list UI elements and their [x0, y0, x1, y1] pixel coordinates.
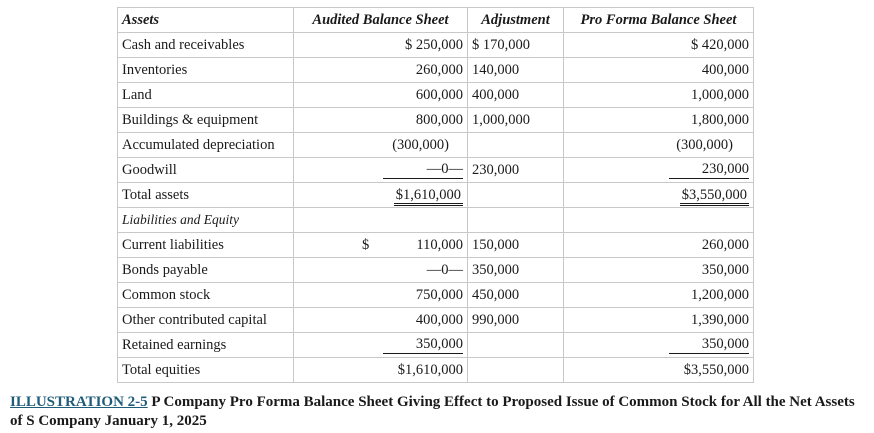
proforma-value: $3,550,000: [564, 358, 754, 383]
row-label: Cash and receivables: [118, 33, 294, 58]
table-row: [118, 308, 754, 333]
table-row: [118, 283, 754, 308]
header-assets: Assets: [118, 8, 294, 33]
audited-value: (300,000): [294, 133, 468, 158]
dollar-sign: $: [362, 236, 370, 253]
proforma-value: [564, 183, 754, 208]
row-label: Total equities: [118, 358, 294, 383]
pro-forma-balance-sheet-table: [117, 7, 754, 383]
audited-zero: —0—: [383, 161, 463, 179]
caption-text: P Company Pro Forma Balance Sheet Giving Effect to Proposed Issue of Common Stock for All the Net Assets of S Company January 1, 2025: [10, 394, 855, 429]
header-row: [118, 8, 754, 33]
row-label: Other contributed capital: [118, 308, 294, 333]
adjustment-value: [468, 358, 564, 383]
adjustment-value: 990,000: [468, 308, 564, 333]
audited-total: $1,610,000: [394, 187, 463, 206]
adjustment-value: 350,000: [468, 258, 564, 283]
proforma-underlined: 230,000: [669, 161, 749, 179]
header-proforma: Pro Forma Balance Sheet: [564, 8, 754, 33]
audited-amount: 110,000: [416, 236, 463, 253]
illustration-label[interactable]: ILLUSTRATION 2-5: [10, 394, 148, 410]
adjustment-value: 140,000: [468, 58, 564, 83]
row-label: Goodwill: [118, 158, 294, 183]
adjustment-value: [468, 183, 564, 208]
table-row: [118, 33, 754, 58]
proforma-value: [564, 333, 754, 358]
row-label: Inventories: [118, 58, 294, 83]
adjustment-value: [468, 333, 564, 358]
audited-value: 600,000: [294, 83, 468, 108]
row-label: Accumulated depreciation: [118, 133, 294, 158]
adjustment-value: 400,000: [468, 83, 564, 108]
adjustment-value: [468, 133, 564, 158]
table-row: [118, 58, 754, 83]
section-row: [118, 208, 754, 233]
empty-cell: [564, 208, 754, 233]
audited-value: [294, 158, 468, 183]
row-label: Current liabilities: [118, 233, 294, 258]
empty-cell: [294, 208, 468, 233]
row-label: Buildings & equipment: [118, 108, 294, 133]
adjustment-value: 150,000: [468, 233, 564, 258]
adjustment-value: 1,000,000: [468, 108, 564, 133]
row-label: Land: [118, 83, 294, 108]
proforma-value: 350,000: [564, 258, 754, 283]
table-row: [118, 358, 754, 383]
section-label: Liabilities and Equity: [118, 208, 294, 233]
proforma-value: 1,800,000: [564, 108, 754, 133]
table-row: [118, 258, 754, 283]
table-row: [118, 183, 754, 208]
proforma-value: 1,390,000: [564, 308, 754, 333]
adjustment-value: 450,000: [468, 283, 564, 308]
table-row: [118, 233, 754, 258]
adjustment-value: $ 170,000: [468, 33, 564, 58]
illustration-caption: [10, 393, 870, 431]
proforma-value: 260,000: [564, 233, 754, 258]
proforma-value: $ 420,000: [564, 33, 754, 58]
proforma-value: [564, 158, 754, 183]
audited-value: [294, 233, 468, 258]
header-adjustment: Adjustment: [468, 8, 564, 33]
table-row: [118, 108, 754, 133]
proforma-value: (300,000): [564, 133, 754, 158]
header-audited: Audited Balance Sheet: [294, 8, 468, 33]
audited-value: $1,610,000: [294, 358, 468, 383]
table-row: [118, 158, 754, 183]
audited-underlined: 350,000: [383, 336, 463, 354]
audited-value: [294, 333, 468, 358]
table-row: [118, 83, 754, 108]
row-label: Total assets: [118, 183, 294, 208]
audited-value: 400,000: [294, 308, 468, 333]
row-label: Common stock: [118, 283, 294, 308]
proforma-value: 400,000: [564, 58, 754, 83]
table-row: [118, 333, 754, 358]
audited-value: [294, 183, 468, 208]
adjustment-value: 230,000: [468, 158, 564, 183]
proforma-total: $3,550,000: [680, 187, 749, 206]
audited-value: 750,000: [294, 283, 468, 308]
proforma-value: 1,200,000: [564, 283, 754, 308]
audited-value: 800,000: [294, 108, 468, 133]
proforma-underlined: 350,000: [669, 336, 749, 354]
row-label: Retained earnings: [118, 333, 294, 358]
table-row: [118, 133, 754, 158]
audited-value: $ 250,000: [294, 33, 468, 58]
empty-cell: [468, 208, 564, 233]
audited-value: —0—: [294, 258, 468, 283]
row-label: Bonds payable: [118, 258, 294, 283]
audited-value: 260,000: [294, 58, 468, 83]
proforma-value: 1,000,000: [564, 83, 754, 108]
